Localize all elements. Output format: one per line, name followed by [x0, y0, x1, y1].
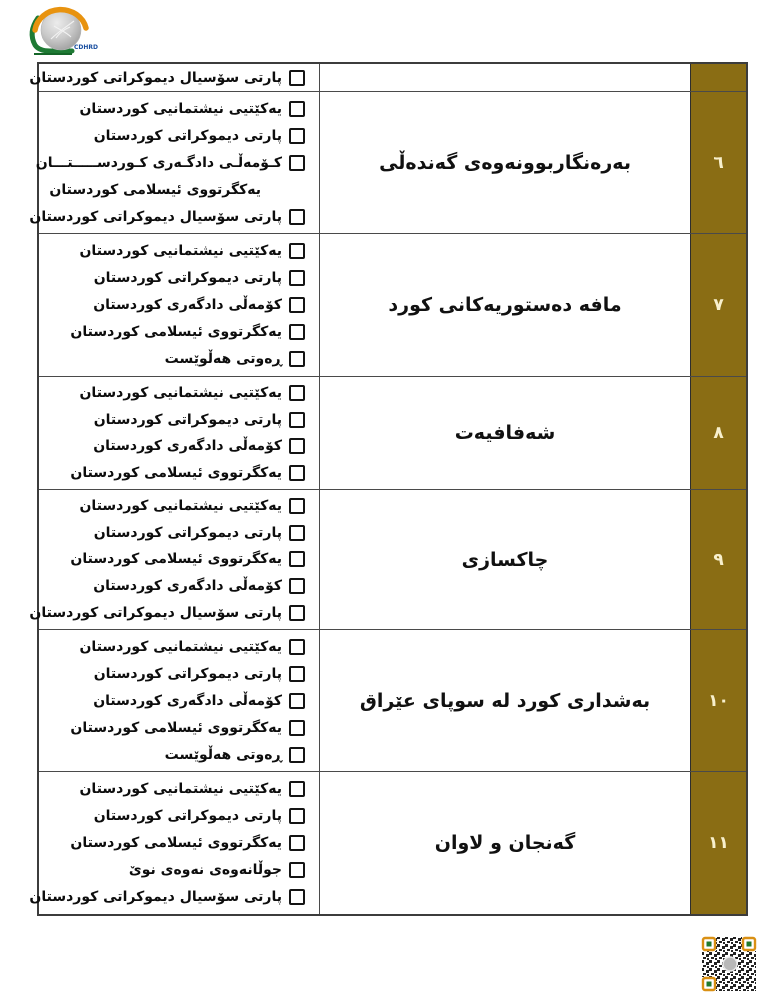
option-item	[43, 101, 305, 117]
option-item	[43, 808, 305, 824]
option-item	[43, 862, 305, 878]
option-item	[35, 154, 305, 171]
checkbox[interactable]	[289, 666, 305, 682]
checkbox[interactable]	[289, 128, 305, 144]
option-item	[43, 243, 305, 259]
option-label: پارتی سۆسیال دیموکراتی کوردستان	[29, 604, 282, 621]
table-row	[39, 234, 746, 377]
option-item	[29, 69, 305, 86]
option-item	[43, 182, 305, 198]
checkbox[interactable]	[289, 209, 305, 225]
checkbox[interactable]	[289, 605, 305, 621]
option-label: یەکگرتووی ئیسلامی کوردستان	[70, 324, 282, 341]
option-label: پارتی دیموکراتی کوردستان	[93, 411, 282, 428]
row-number-cell: ١١	[690, 772, 746, 914]
row-topic-title: مافه دەستوریەکانی کورد	[319, 234, 690, 376]
table-row	[39, 630, 746, 772]
option-label: یەکێتیی نیشتمانیی کوردستان	[79, 638, 282, 655]
checkbox[interactable]	[289, 412, 305, 428]
checkbox[interactable]	[289, 578, 305, 594]
checkbox[interactable]	[289, 70, 305, 86]
checkbox[interactable]	[289, 438, 305, 454]
option-label: پارتی سۆسیال دیموکراتی کوردستان	[29, 208, 282, 225]
row-options-cell	[39, 234, 319, 376]
logo-caption: CDHRD	[74, 44, 99, 51]
row-number-cell: ١٠	[690, 630, 746, 771]
row-number-cell: ٩	[690, 490, 746, 629]
option-label: یەکێتیی نیشتمانیی کوردستان	[79, 242, 282, 259]
checkbox[interactable]	[289, 297, 305, 313]
option-label: ڕەوتی هەڵوێست	[164, 746, 282, 763]
option-label: پارتی دیموکراتی کوردستان	[93, 524, 282, 541]
option-item	[43, 720, 305, 736]
checkbox[interactable]	[289, 747, 305, 763]
option-label: یەکگرتووی ئیسلامی کوردستان	[70, 464, 282, 481]
checkbox[interactable]	[289, 243, 305, 259]
row-options-cell	[39, 630, 319, 771]
option-label: یەکێتیی نیشتمانیی کوردستان	[79, 385, 282, 402]
option-item	[29, 604, 305, 621]
option-label: کۆمەڵی دادگەری کوردستان	[93, 578, 282, 595]
option-label: پارتی دیموکراتی کوردستان	[93, 807, 282, 824]
checkbox[interactable]	[289, 385, 305, 401]
row-number-cell: ٨	[690, 377, 746, 489]
option-label: یەکگرتووی ئیسلامی کوردستان	[70, 834, 282, 851]
row-options-cell	[29, 490, 319, 629]
option-label: کۆمەڵی دادگەری کوردستان	[93, 438, 282, 455]
row-number-cell: ٧	[690, 234, 746, 376]
checkbox[interactable]	[289, 889, 305, 905]
option-item	[43, 351, 305, 367]
table-row	[29, 772, 746, 914]
option-item	[43, 578, 305, 594]
option-item	[43, 666, 305, 682]
qr-code	[701, 936, 757, 992]
option-item	[43, 324, 305, 340]
option-label: پارتی دیموکراتی کوردستان	[93, 269, 282, 286]
option-label: پارتی سۆسیال دیموکراتی کوردستان	[29, 889, 282, 906]
row-topic-title: بەرەنگاربوونەوەی گەندەڵی	[319, 92, 690, 233]
checkbox[interactable]	[289, 155, 305, 171]
row-topic-title: شەفافیەت	[319, 377, 690, 489]
checkbox[interactable]	[289, 465, 305, 481]
option-label: یەکگرتووی ئیسلامی کوردستان	[49, 181, 261, 198]
option-item	[29, 208, 305, 225]
option-label: کـۆمەڵـی دادگـەری کـوردســـــتـــان	[35, 154, 282, 171]
option-item	[43, 747, 305, 763]
option-item	[43, 297, 305, 313]
qr-finder-top-right	[742, 937, 756, 951]
option-item	[29, 889, 305, 906]
survey-table	[29, 62, 748, 916]
table-row	[29, 64, 746, 92]
option-item	[43, 835, 305, 851]
option-label: یەکێتیی نیشتمانیی کوردستان	[79, 100, 282, 117]
option-item	[43, 438, 305, 454]
qr-finder-bottom-left	[702, 977, 716, 991]
row-topic-title	[319, 64, 690, 91]
row-options-cell	[29, 772, 319, 914]
option-item	[43, 551, 305, 567]
option-label: جوڵانەوەی نەوەی نوێ	[128, 862, 282, 879]
checkbox[interactable]	[289, 525, 305, 541]
row-options-cell	[29, 64, 319, 91]
checkbox[interactable]	[289, 270, 305, 286]
checkbox[interactable]	[289, 551, 305, 567]
table-row	[39, 377, 746, 490]
row-number-cell: ٦	[690, 92, 746, 233]
checkbox[interactable]	[289, 324, 305, 340]
option-label: پارتی دیموکراتی کوردستان	[93, 665, 282, 682]
option-item	[43, 128, 305, 144]
option-label: ڕەوتی هەڵوێست	[164, 351, 282, 368]
option-label: کۆمەڵی دادگەری کوردستان	[93, 296, 282, 313]
option-item	[43, 385, 305, 401]
option-label: کۆمەڵی دادگەری کوردستان	[93, 692, 282, 709]
checkbox[interactable]	[289, 498, 305, 514]
option-item	[43, 412, 305, 428]
option-item	[43, 270, 305, 286]
row-topic-title: چاکسازی	[319, 490, 690, 629]
option-item	[43, 525, 305, 541]
organization-logo-graphic	[18, 4, 104, 58]
option-label: پارتی دیموکراتی کوردستان	[93, 127, 282, 144]
checkbox[interactable]	[289, 862, 305, 878]
qr-finder-top-left	[702, 937, 716, 951]
option-label: پارتی سۆسیال دیموکراتی کوردستان	[29, 69, 282, 86]
organization-logo	[18, 4, 104, 58]
qr-center-logo	[723, 957, 737, 971]
option-label: یەکگرتووی ئیسلامی کوردستان	[70, 551, 282, 568]
table-row	[29, 490, 746, 630]
checkbox[interactable]	[289, 693, 305, 709]
checkbox[interactable]	[289, 835, 305, 851]
row-options-cell	[29, 92, 319, 233]
option-item	[43, 693, 305, 709]
checkbox[interactable]	[289, 781, 305, 797]
option-label: یەکێتیی نیشتمانیی کوردستان	[79, 498, 282, 515]
option-item	[43, 498, 305, 514]
table-row	[29, 92, 746, 234]
row-topic-title: بەشداری کورد لە سوپای عێراق	[319, 630, 690, 771]
checkbox[interactable]	[289, 351, 305, 367]
row-options-cell	[39, 377, 319, 489]
option-item	[43, 639, 305, 655]
option-item	[43, 465, 305, 481]
checkbox[interactable]	[289, 808, 305, 824]
checkbox[interactable]	[289, 639, 305, 655]
qr-code-graphic	[701, 936, 757, 992]
checkbox[interactable]	[289, 101, 305, 117]
option-item	[43, 781, 305, 797]
row-topic-title: گەنجان و لاوان	[319, 772, 690, 914]
row-number-cell	[690, 64, 746, 91]
checkbox[interactable]	[289, 720, 305, 736]
option-label: یەکگرتووی ئیسلامی کوردستان	[70, 719, 282, 736]
option-label: یەکێتیی نیشتمانیی کوردستان	[79, 780, 282, 797]
